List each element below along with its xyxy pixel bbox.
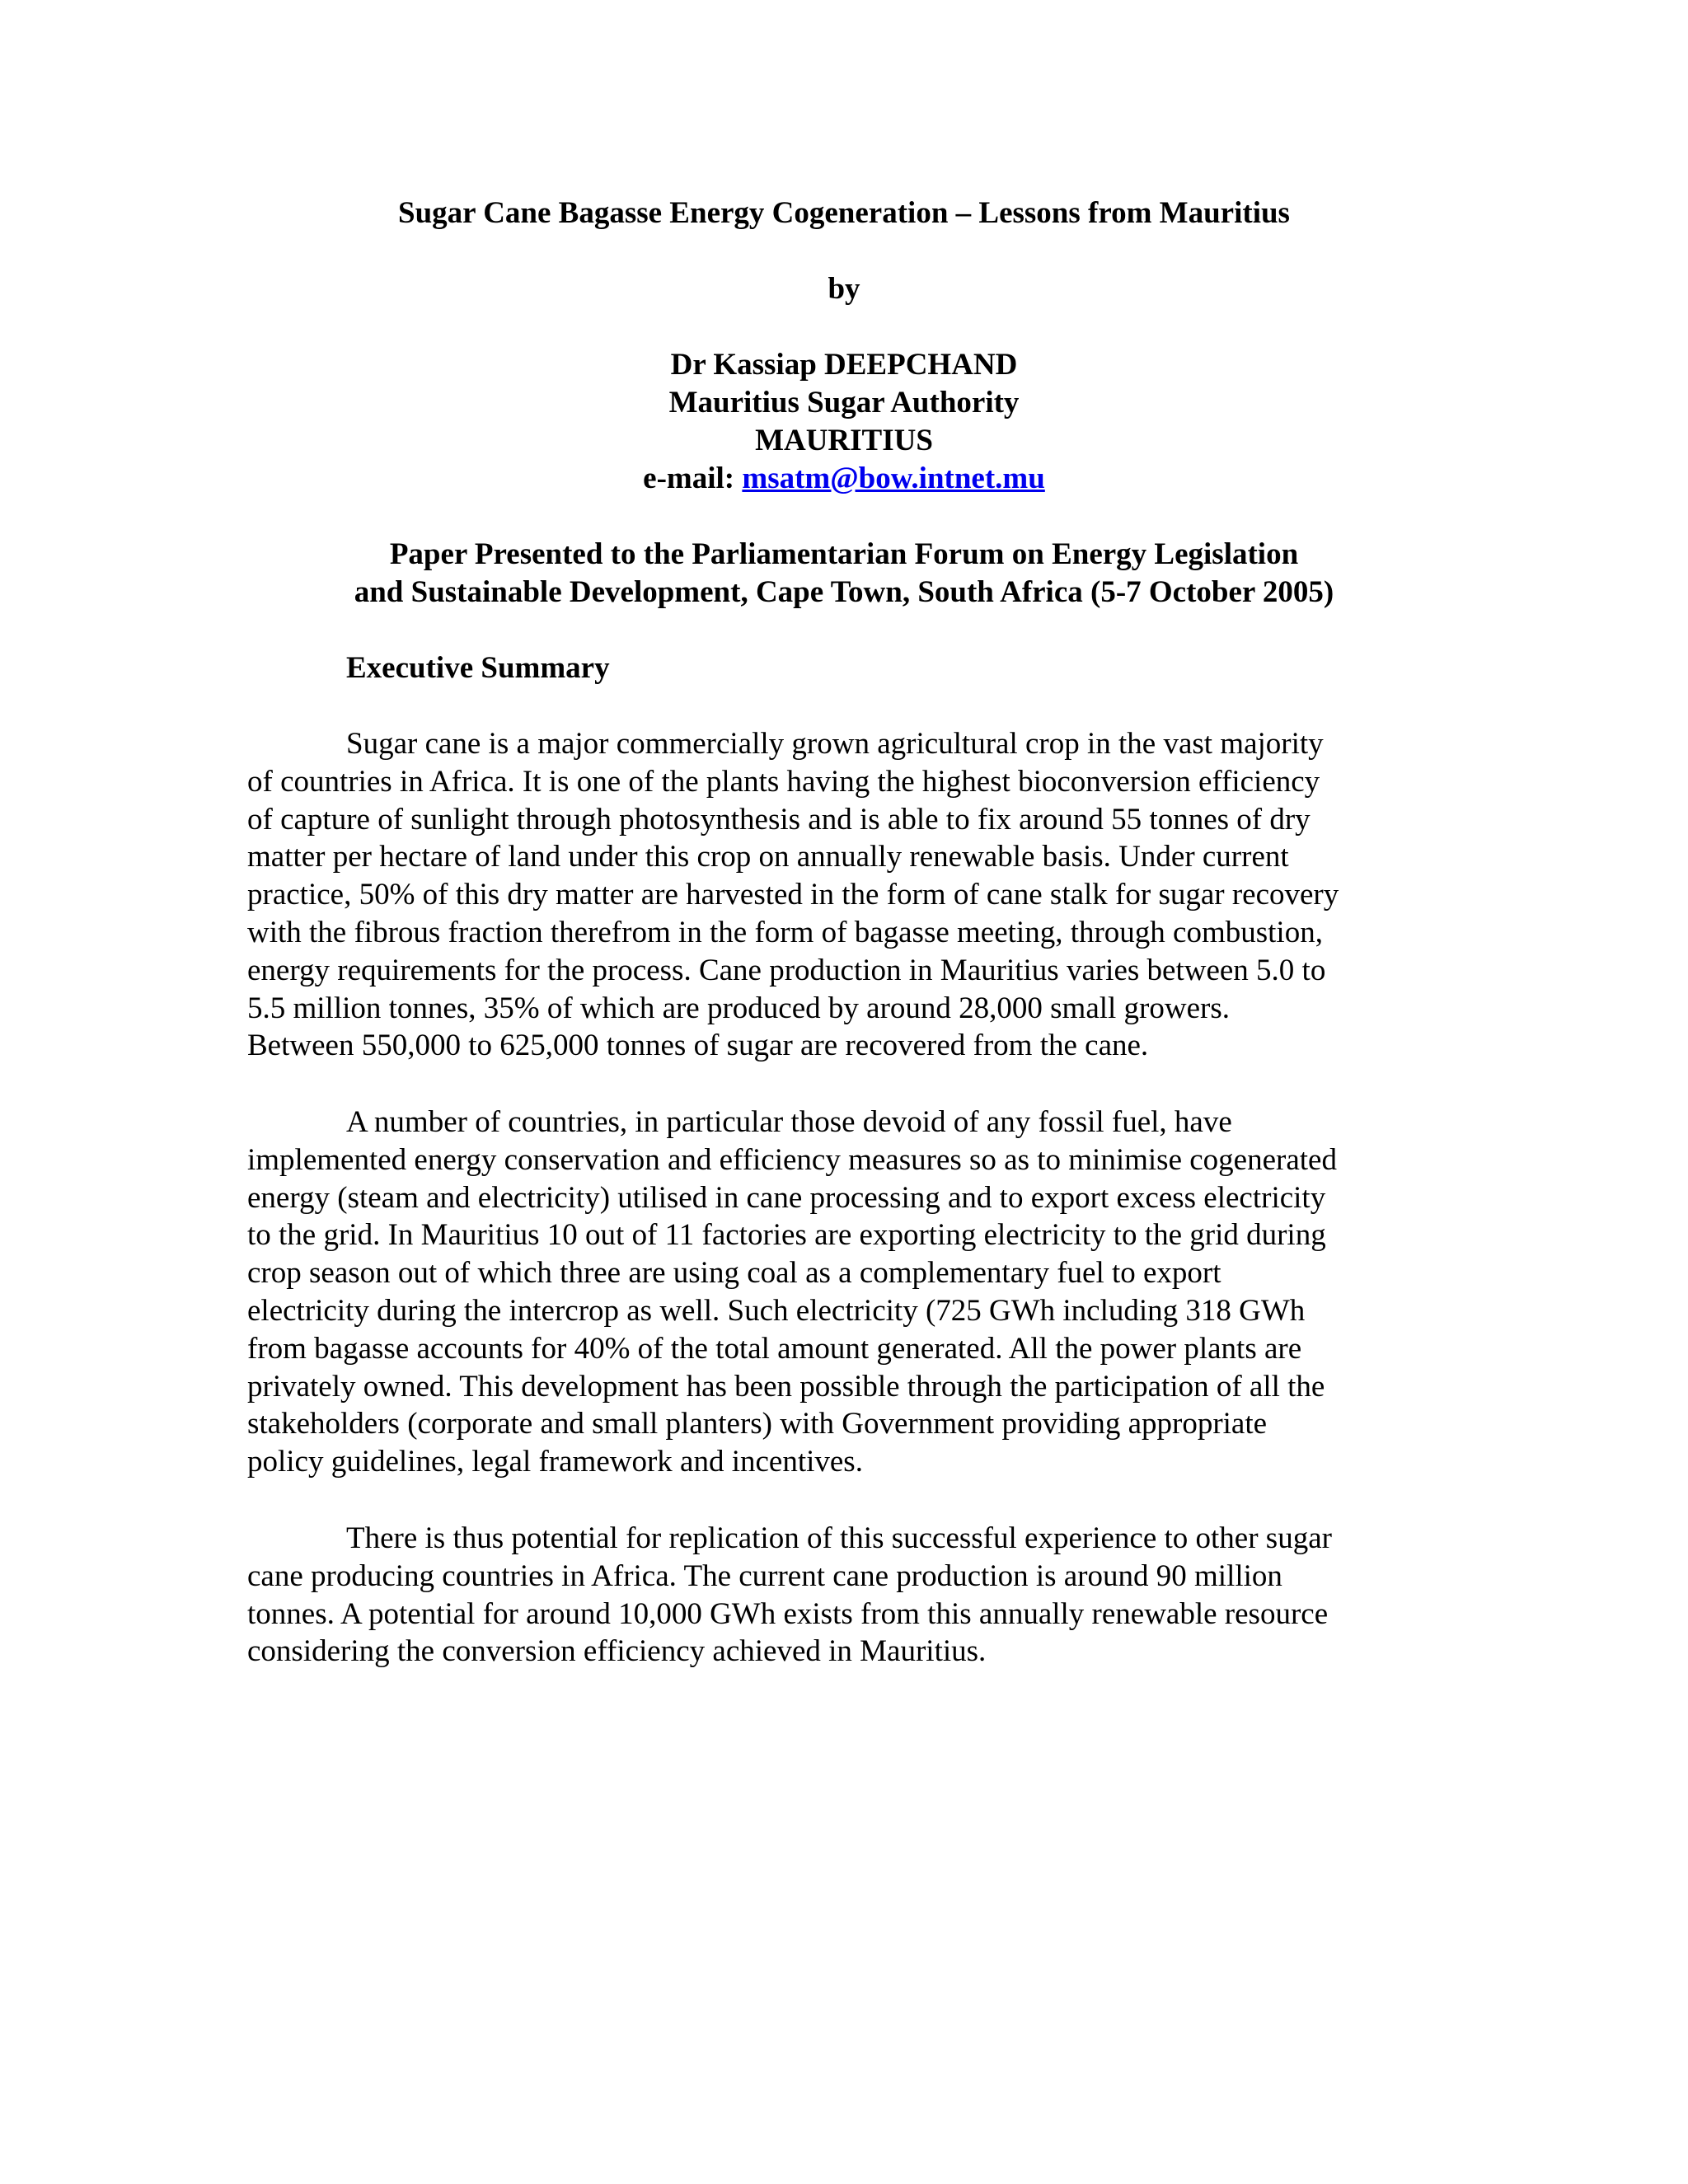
paragraph-line: privately owned. This development has been possible through the participation of all the xyxy=(247,1369,1325,1404)
paragraph-line: 5.5 million tonnes, 35% of which are produced by around 28,000 small growers. xyxy=(247,991,1230,1025)
paragraph-line: There is thus potential for replication of this successful experience to other sugar xyxy=(346,1521,1332,1555)
paragraph-line: Between 550,000 to 625,000 tonnes of sugar are recovered from the cane. xyxy=(247,1029,1149,1063)
paragraph-line: practice, 50% of this dry matter are harvested in the form of cane stalk for sugar recovery xyxy=(247,878,1339,912)
author-email-line xyxy=(0,460,1688,498)
by-line: by xyxy=(828,272,860,306)
email-link[interactable]: msatm@bow.intnet.mu xyxy=(742,462,1045,495)
paragraph-line: with the fibrous fraction therefrom in the form of bagasse meeting, through combustion, xyxy=(247,915,1323,949)
paragraph-line: of countries in Africa. It is one of the plants having the highest bioconversion efficiency xyxy=(247,764,1320,799)
email-label: e-mail: xyxy=(643,462,735,495)
paragraph-line: energy requirements for the process. Cane production in Mauritius varies between 5.0 to xyxy=(247,953,1326,987)
author-organization: Mauritius Sugar Authority xyxy=(668,386,1020,419)
paragraph-line: stakeholders (corporate and small planters) with Government providing appropriate xyxy=(247,1407,1268,1441)
paragraph-line: implemented energy conservation and efficiency measures so as to minimise cogenerated xyxy=(247,1142,1337,1177)
paragraph-line: matter per hectare of land under this crop on annually renewable basis. Under current xyxy=(247,840,1289,874)
paragraph-line: policy guidelines, legal framework and incentives. xyxy=(247,1445,863,1479)
paragraph-line: A number of countries, in particular those devoid of any fossil fuel, have xyxy=(346,1105,1232,1139)
forum-line-1: Paper Presented to the Parliamentarian Forum on Energy Legislation xyxy=(389,537,1299,571)
paragraph-line: from bagasse accounts for 40% of the total amount generated. All the power plants are xyxy=(247,1331,1302,1366)
author-name: Dr Kassiap DEEPCHAND xyxy=(670,348,1018,382)
author-country: MAURITIUS xyxy=(755,424,933,457)
paragraph-line: Sugar cane is a major commercially grown agricultural crop in the vast majority xyxy=(346,727,1324,761)
paragraph-line: electricity during the intercrop as well. Such electricity (725 GWh including 318 GWh xyxy=(247,1293,1306,1328)
author-block xyxy=(0,346,1688,498)
paragraph-line: considering the conversion efficiency achieved in Mauritius. xyxy=(247,1634,987,1669)
paragraph-line: crop season out of which three are using coal as a complementary fuel to export xyxy=(247,1256,1221,1291)
paper-title: Sugar Cane Bagasse Energy Cogeneration – Lessons from Mauritius xyxy=(398,196,1290,230)
paragraph-line: tonnes. A potential for around 10,000 GWh exists from this annually renewable resource xyxy=(247,1596,1329,1631)
paragraph-line: to the grid. In Mauritius 10 out of 11 factories are exporting electricity to the grid during xyxy=(247,1218,1326,1253)
paragraph-line: energy (steam and electricity) utilised in cane processing and to export excess electricity xyxy=(247,1180,1326,1215)
executive-summary-heading: Executive Summary xyxy=(346,651,610,685)
summary-paragraph-1 xyxy=(247,725,1442,1065)
summary-paragraph-2 xyxy=(247,1104,1442,1481)
paragraph-line: of capture of sunlight through photosynthesis and is able to fix around 55 tonnes of dry xyxy=(247,802,1311,837)
forum-info xyxy=(0,536,1688,612)
summary-paragraph-3 xyxy=(247,1520,1442,1671)
forum-line-2: and Sustainable Development, Cape Town, South Africa (5-7 October 2005) xyxy=(354,575,1334,609)
paragraph-line: cane producing countries in Africa. The current cane production is around 90 million xyxy=(247,1558,1282,1593)
